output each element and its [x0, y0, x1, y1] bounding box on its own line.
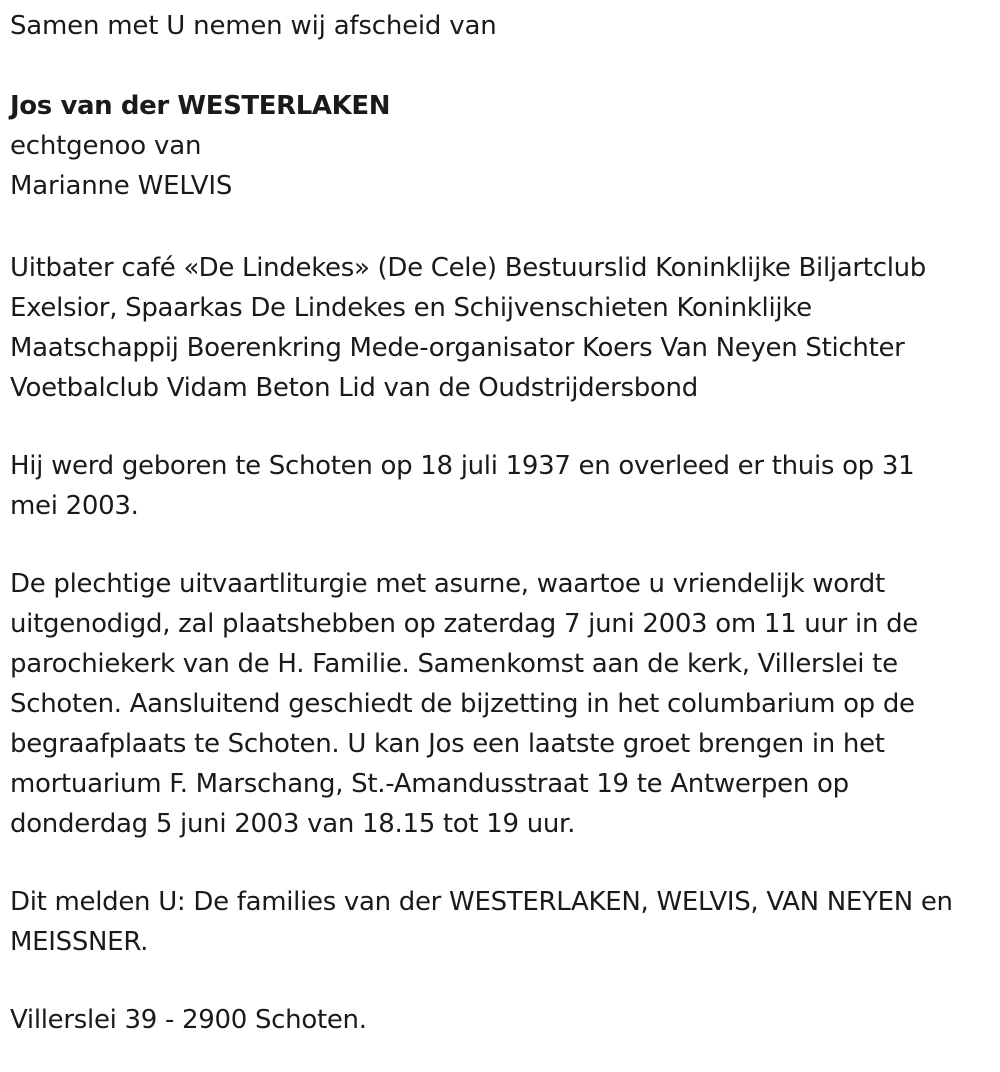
obituary-notice — [10, 0, 990, 1040]
funeral-line: Schoten. Aansluitend geschiedt de bijzetting in het columbarium op de — [10, 689, 915, 719]
birth-death-line: Hij werd geboren te Schoten op 18 juli 1937 en overleed er thuis op 31 — [10, 451, 915, 481]
address-text: Villerslei 39 - 2900 Schoten. — [10, 1005, 367, 1035]
deceased-name: Jos van der WESTERLAKEN — [10, 91, 391, 121]
birth-death-paragraph — [10, 446, 990, 526]
roles-line: Maatschappij Boerenkring Mede-organisator Koers Van Neyen Stichter — [10, 333, 905, 363]
roles-paragraph — [10, 248, 990, 408]
announcers-line: Dit melden U: De families van der WESTERLAKEN, WELVIS, VAN NEYEN en — [10, 887, 953, 917]
funeral-line: mortuarium F. Marschang, St.-Amandusstraat 19 te Antwerpen op — [10, 769, 849, 799]
announcers-paragraph — [10, 882, 990, 962]
funeral-line: begraafplaats te Schoten. U kan Jos een laatste groet brengen in het — [10, 729, 885, 759]
announcers-line: MEISSNER. — [10, 927, 149, 957]
funeral-line: donderdag 5 juni 2003 van 18.15 tot 19 uur. — [10, 809, 576, 839]
funeral-line: De plechtige uitvaartliturgie met asurne, waartoe u vriendelijk wordt — [10, 569, 885, 599]
intro-text: Samen met U nemen wij afscheid van — [10, 11, 497, 41]
roles-line: Uitbater café «De Lindekes» (De Cele) Bestuurslid Koninklijke Biljartclub — [10, 253, 927, 283]
relation-text: echtgenoo van — [10, 131, 202, 161]
spouse-name: Marianne WELVIS — [10, 171, 233, 201]
roles-line: Exelsior, Spaarkas De Lindekes en Schijvenschieten Koninklijke — [10, 293, 812, 323]
birth-death-line: mei 2003. — [10, 491, 139, 521]
funeral-line: uitgenodigd, zal plaatshebben op zaterdag 7 juni 2003 om 11 uur in de — [10, 609, 918, 639]
roles-line: Voetbalclub Vidam Beton Lid van de Oudstrijdersbond — [10, 373, 698, 403]
funeral-line: parochiekerk van de H. Familie. Samenkomst aan de kerk, Villerslei te — [10, 649, 898, 679]
funeral-paragraph — [10, 564, 990, 844]
address-paragraph — [10, 1000, 990, 1040]
